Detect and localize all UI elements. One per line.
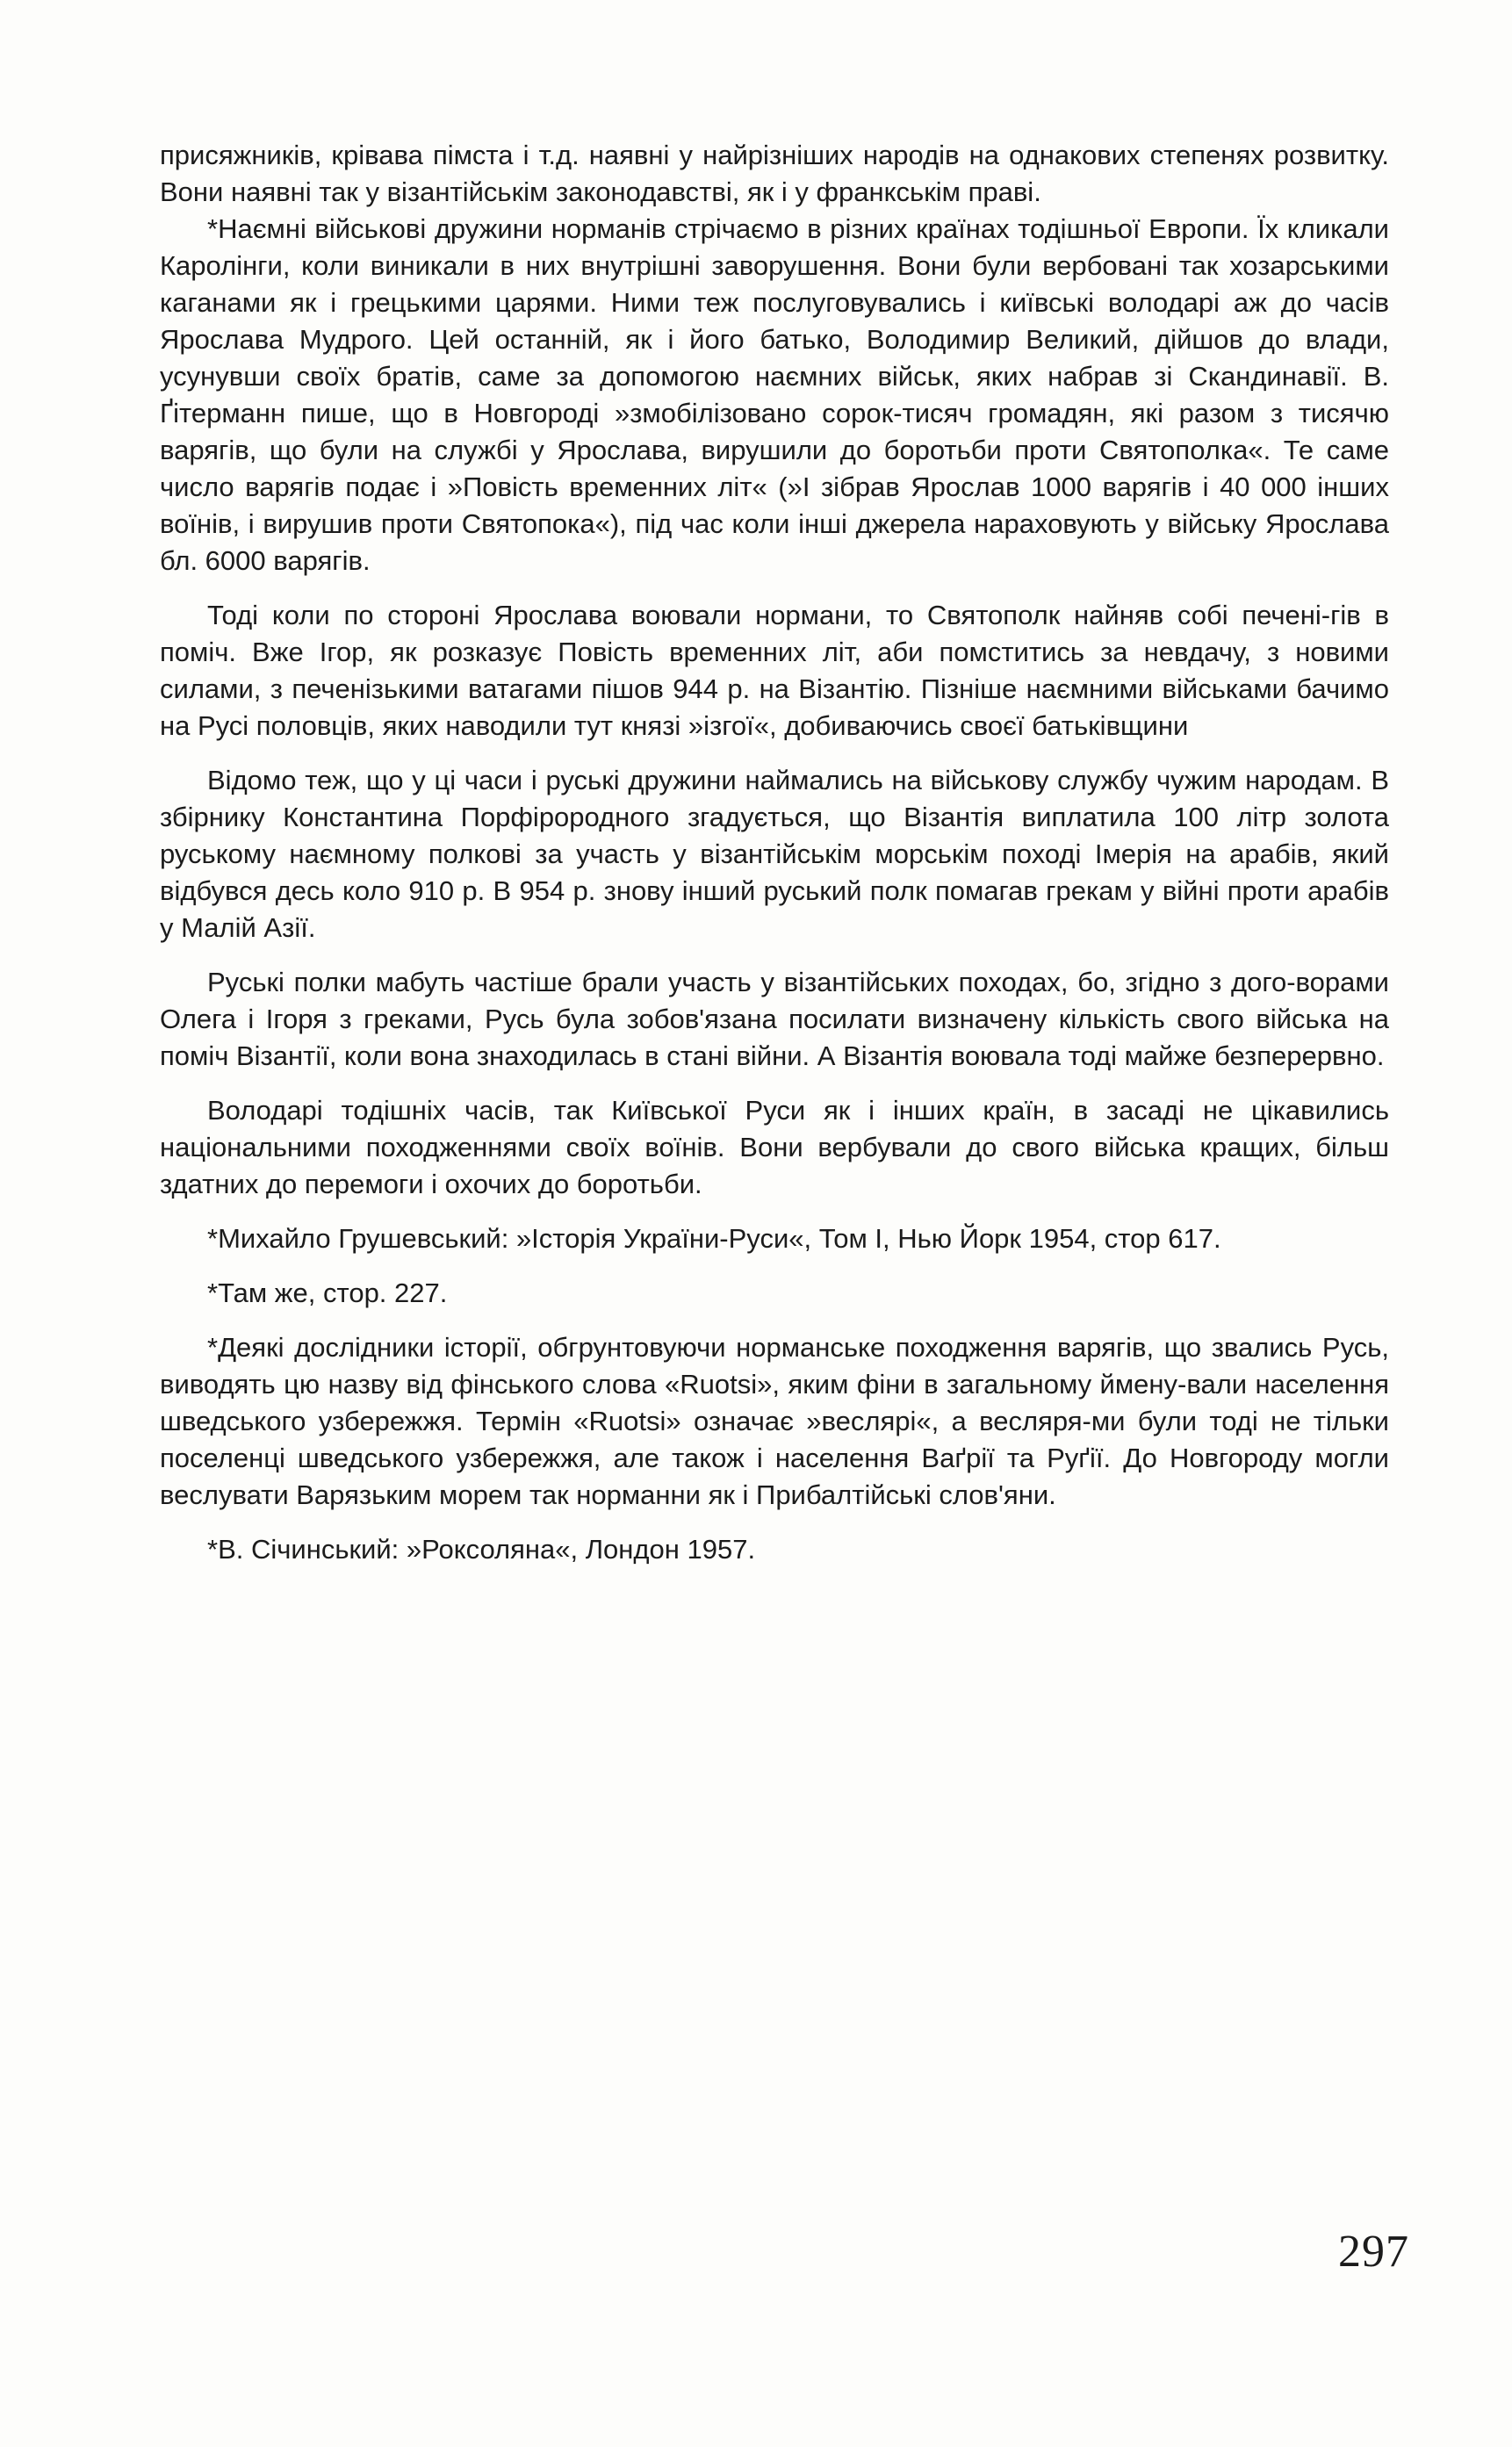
paragraph-continuation: присяжників, крівава пімста і т.д. наявні у найрізніших народів на однакових степенях розвитку. Вони наявні так у візантійськім законодавстві, як і у франкськім праві. <box>160 140 1389 207</box>
footnote-ibid: *Там же, стор. 227. <box>207 1277 448 1308</box>
paragraph-byzantine-campaigns: Руські полки мабуть частіше брали участь у візантійських походах, бо, згідно з дого-ворами Олега і Ігоря з греками, Русь була зобов'язана посилати визначену кількість свого війська на поміч Візантії, коли вона знаходилась в стані війни. А Візантія воювала тоді майже безперервно. <box>160 967 1389 1071</box>
footnote-hrushevsky: *Михайло Грушевський: »Історія України-Руси«, Том І, Нью Йорк 1954, стор 617. <box>207 1223 1221 1254</box>
page-number: 297 <box>1338 2227 1409 2277</box>
footnote-ruotsi: *Деякі дослідники історії, обгрунтовуючи норманське походження варягів, що звались Русь, виводять цю назву від фінського слова «Ruotsi», яким фіни в загальному ймену-вали населення шведського узбережжя. Термін «Ruotsi» означає »веслярі«, а весляря-ми були тоді не тільки поселенці шведського узбережжя, але також і населення Ваґрії та Руґії. До Новгороду могли веслувати Варязьким морем так норманни як і Прибалтійські слов'яни. <box>160 1332 1389 1510</box>
paragraph-sviatopolk-pechenegs: Тоді коли по стороні Ярослава воювали нормани, то Святополк найняв собі печені-гів в поміч. Вже Ігор, як розказує Повість временних літ, аби помститись за невдачу, з новими силами, з печенізькими ватагами пішов 944 р. на Візантію. Пізніше наємними військами бачимо на Русі половців, яких наводили тут князі »ізгої«, добиваючись своєї батьківщини <box>160 600 1389 741</box>
paragraph-varangian-mercenaries: *Наємні військові дружини норманів стрічаємо в різних країнах тодішньої Европи. Їх кликали Каролінги, коли виникали в них внутрішні заворушення. Вони були вербовані так хозарськими каганами як і грецькими царями. Ними теж послуговувались і київські володарі аж до часів Ярослава Мудрого. Цей останній, як і його батько, Володимир Великий, дійшов до влади, усунувши своїх братів, саме за допомогою наємних військ, яких набрав зі Скандинавії. В. Ґітерманн пише, що в Новгороді »змобілізовано сорок-тисяч громадян, які разом з тисячю варягів, що були на службі у Ярослава, вирушили до боротьби проти Святополка«. Те саме число варягів подає і »Повість временних літ« (»І зібрав Ярослав 1000 варягів і 40 000 інших воїнів, і вирушив проти Святопока«), під час коли інші джерела нараховують у війську Ярослава бл. 6000 варягів. <box>160 213 1389 576</box>
page-body-text <box>160 137 1389 1586</box>
footnote-sichynsky: *В. Січинський: »Роксоляна«, Лондон 1957. <box>207 1534 756 1565</box>
paragraph-rulers-recruiting: Володарі тодішніх часів, так Київської Руси як і інших країн, в засаді не цікавились національними походженнями своїх воїнів. Вони вербували до свого війська кращих, більш здатних до перемоги і охочих до боротьби. <box>160 1095 1389 1199</box>
paragraph-rus-druzhyny-abroad: Відомо теж, що у ці часи і руські дружини наймались на військову службу чужим народам. В збірнику Константина Порфірородного згадується, що Візантія виплатила 100 літр золота руському наємному полкові за участь у візантійськім морськім поході Імерія на арабів, який відбувся десь коло 910 р. В 954 р. знову інший руський полк помагав грекам у війні проти арабів у Малій Азії. <box>160 765 1389 943</box>
